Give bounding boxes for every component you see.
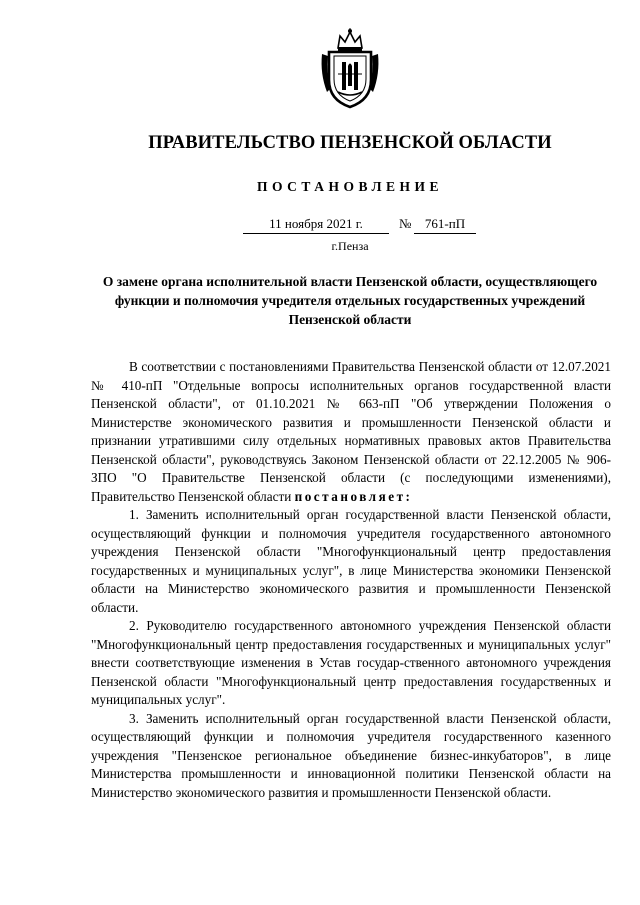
preamble-text: В соответствии с постановлениями Правительства Пензенской области от 12.07.2021 № 410-пП "Отдельные вопросы исполнительных органов государственной власти Пензенской области", от 01.10.2021 № 663-пП "Об утверждении Положения о Министерстве экономического развития и промышленности Пензенской области и признании утратившими силу отдельных нормативных правовых актов Правительства Пензенской области", руководствуясь Законом Пензенской области от 22.12.2005 № 906-ЗПО "О Правительстве Пензенской области (с последующими изменениями), Правительство Пензенской области: [91, 359, 611, 504]
document-date: 11 ноября 2021 г.: [243, 216, 389, 234]
coat-of-arms-icon: [318, 28, 382, 110]
item-paragraph-1: 1. Заменить исполнительный орган государственной власти Пензенской области, осуществляющий функции и полномочия учредителя государственного автономного учреждения Пензенской области "Многофункциональный центр предоставления государственных и муниципальных услуг", в лице Министерства экономики Пензенской области на Министерство экономического развития и промышленности Пензенской области.: [91, 507, 611, 615]
item-paragraph-3: 3. Заменить исполнительный орган государственной власти Пензенской области, осуществляющий функции и полномочия учредителя государственного казенного учреждения "Пензенское региональное объединение бизнес-инкубаторов", в лице Министерства промышленности и инновационной политики Пензенской области на Министерство экономического развития и промышленности Пензенской области.: [91, 710, 611, 800]
city: г.Пенза: [331, 239, 369, 253]
document-number: 761-пП: [414, 216, 476, 234]
number-sign: №: [399, 216, 412, 231]
resolves-word: постановляет:: [294, 488, 413, 504]
document-body: [91, 358, 611, 802]
item-paragraph-2: 2. Руководителю государственного автономного учреждения Пензенской области "Многофункциональный центр предоставления государственных и муниципальных услуг" внести соответствующие изменения в Устав государ-ственного автономного учреждения Пензенской области "Многофункциональный центр предоставления государственных и муниципальных услуг".: [91, 618, 611, 707]
document-subject: О замене органа исполнительной власти Пензенской области, осуществляющего функции и полномочия учредителя отдельных государственных учреждений Пензенской области: [102, 274, 598, 327]
document-type: ПОСТАНОВЛЕНИЕ: [256, 179, 444, 194]
government-title: ПРАВИТЕЛЬСТВО ПЕНЗЕНСКОЙ ОБЛАСТИ: [148, 133, 552, 153]
preamble-paragraph: [91, 358, 611, 506]
